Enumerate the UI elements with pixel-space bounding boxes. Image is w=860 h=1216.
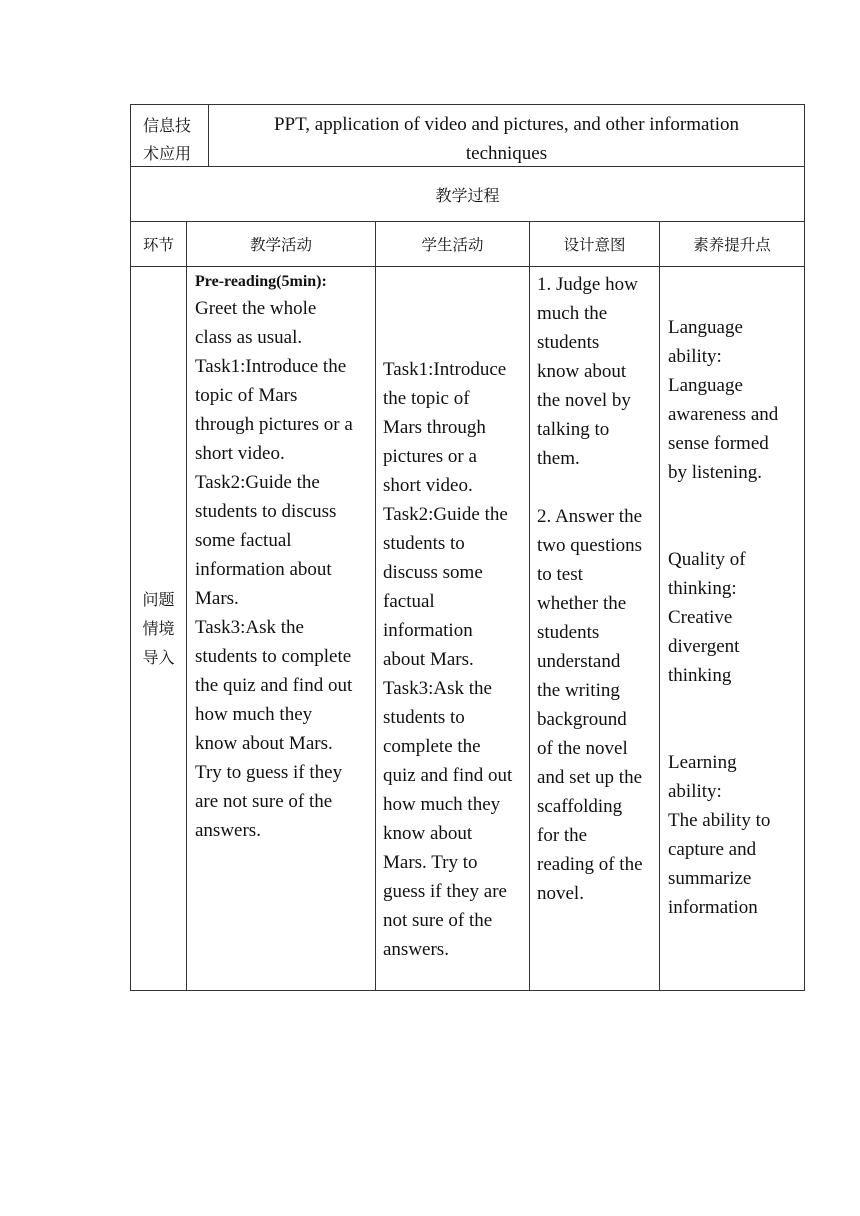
info-tech-value-line: PPT, application of video and pictures, and other information [273,114,740,135]
competency-line: information [668,897,758,918]
stage-label-line: 导入 [142,648,175,667]
student-activity-line: students to [383,707,465,728]
design-intent-cell [530,267,660,990]
design-intent-line: scaffolding [537,796,623,817]
competency-line: Creative [668,607,733,628]
competency-line: ability: [668,346,722,367]
student-activity-line: Task3:Ask the [383,678,492,699]
teacher-activity-line: Task1:Introduce the [195,356,347,377]
design-intent-line: them. [537,448,580,469]
student-activity-line: the topic of [383,388,470,409]
competency-line: sense formed [668,433,769,454]
competency-line: thinking: [668,578,737,599]
design-intent-line: reading of the [537,854,643,875]
student-activity-line: not sure of the [383,910,493,931]
teacher-activity-cell [187,267,376,990]
competency-cell [660,267,804,990]
teacher-activity-line: Try to guess if they [195,762,343,783]
stage-label [141,585,177,672]
design-intent-1 [537,270,653,473]
design-intent-line: for the [537,825,588,846]
competency-line: capture and [668,839,757,860]
competency-line: divergent [668,636,740,657]
header-teacher-activity: 教学活动 [187,222,376,266]
student-activity-cell [376,267,530,990]
process-heading: 教学过程 [435,185,500,205]
student-activity-line: factual [383,591,435,612]
design-intent-line: students [537,622,600,643]
teacher-activity-line: topic of Mars [195,385,298,406]
competency-line: Language [668,375,743,396]
stage-label-line: 情境 [142,619,175,638]
info-tech-value-line: techniques [465,143,548,164]
header-design-intent: 设计意图 [530,222,660,266]
competency-thinking [668,545,798,690]
competency-line: Quality of [668,549,746,570]
competency-line: Language [668,317,743,338]
design-intent-line: to test [537,564,583,585]
competency-line: ability: [668,781,722,802]
competency-line: thinking [668,665,732,686]
teacher-activity-line: how much they [195,704,313,725]
header-student-activity: 学生活动 [376,222,530,266]
student-activity-line: discuss some [383,562,483,583]
competency-line: awareness and [668,404,779,425]
design-intent-line: two questions [537,535,643,556]
header-stage: 环节 [131,222,187,266]
design-intent-line: know about [537,361,627,382]
competency-line: summarize [668,868,752,889]
design-intent-line: understand [537,651,621,672]
student-activity-line: short video. [383,475,473,496]
student-activity-text [383,355,523,964]
header-competency: 素养提升点 [693,236,771,254]
student-activity-line: information [383,620,473,641]
stage-row [130,267,805,991]
design-intent-line: the writing [537,680,620,701]
student-activity-line: Mars. Try to [383,852,478,873]
teacher-activity-heading: Pre-reading(5min): [195,273,327,290]
teacher-activity-line: answers. [195,820,261,841]
teacher-activity-line: some factual [195,530,292,551]
student-activity-line: answers. [383,939,449,960]
competency-line: Learning [668,752,737,773]
teacher-activity-line: are not sure of the [195,791,333,812]
teacher-activity-line: Task3:Ask the [195,617,304,638]
stage-cell [131,267,187,990]
competency-language [668,313,798,487]
teacher-activity-line: know about Mars. [195,733,333,754]
student-activity-line: Task2:Guide the [383,504,508,525]
teacher-activity-line: information about [195,559,332,580]
teacher-activity-line: Mars. [195,588,239,609]
student-activity-line: complete the [383,736,481,757]
design-intent-line: background [537,709,627,730]
student-activity-line: about Mars. [383,649,474,670]
design-intent-line: talking to [537,419,610,440]
lesson-plan-table [130,104,805,991]
design-intent-line: of the novel [537,738,628,759]
competency-line: by listening. [668,462,762,483]
design-intent-line: 2. Answer the [537,506,643,527]
student-activity-line: pictures or a [383,446,477,467]
design-intent-line: much the [537,303,608,324]
header-row [130,222,805,267]
competency-line: The ability to [668,810,771,831]
design-intent-line: and set up the [537,767,643,788]
process-heading-row [130,167,805,222]
teacher-activity-line: students to discuss [195,501,337,522]
info-tech-label-line: 术应用 [143,144,192,163]
design-intent-line: students [537,332,600,353]
student-activity-line: students to [383,533,465,554]
teacher-activity-line: through pictures or a [195,414,353,435]
student-activity-line: Mars through [383,417,486,438]
student-activity-line: guess if they are [383,881,507,902]
design-intent-line: novel. [537,883,584,904]
info-tech-value [209,105,804,166]
student-activity-line: know about [383,823,473,844]
design-intent-2 [537,502,653,908]
teacher-activity-line: class as usual. [195,327,303,348]
teacher-activity-line: Greet the whole [195,298,317,319]
design-intent-line: the novel by [537,390,631,411]
info-tech-row [130,104,805,167]
teacher-activity-line: the quiz and find out [195,675,353,696]
student-activity-line: how much they [383,794,501,815]
info-tech-label-line: 信息技 [143,116,192,135]
teacher-activity-line: short video. [195,443,285,464]
teacher-activity-line: Task2:Guide the [195,472,320,493]
info-tech-label [131,105,209,166]
student-activity-line: quiz and find out [383,765,513,786]
stage-label-line: 问题 [142,590,175,609]
design-intent-line: 1. Judge how [537,274,638,295]
student-activity-line: Task1:Introduce [383,359,507,380]
teacher-activity-line: students to complete [195,646,352,667]
design-intent-line: whether the [537,593,627,614]
teacher-activity-text [195,294,369,845]
competency-learning [668,748,798,922]
